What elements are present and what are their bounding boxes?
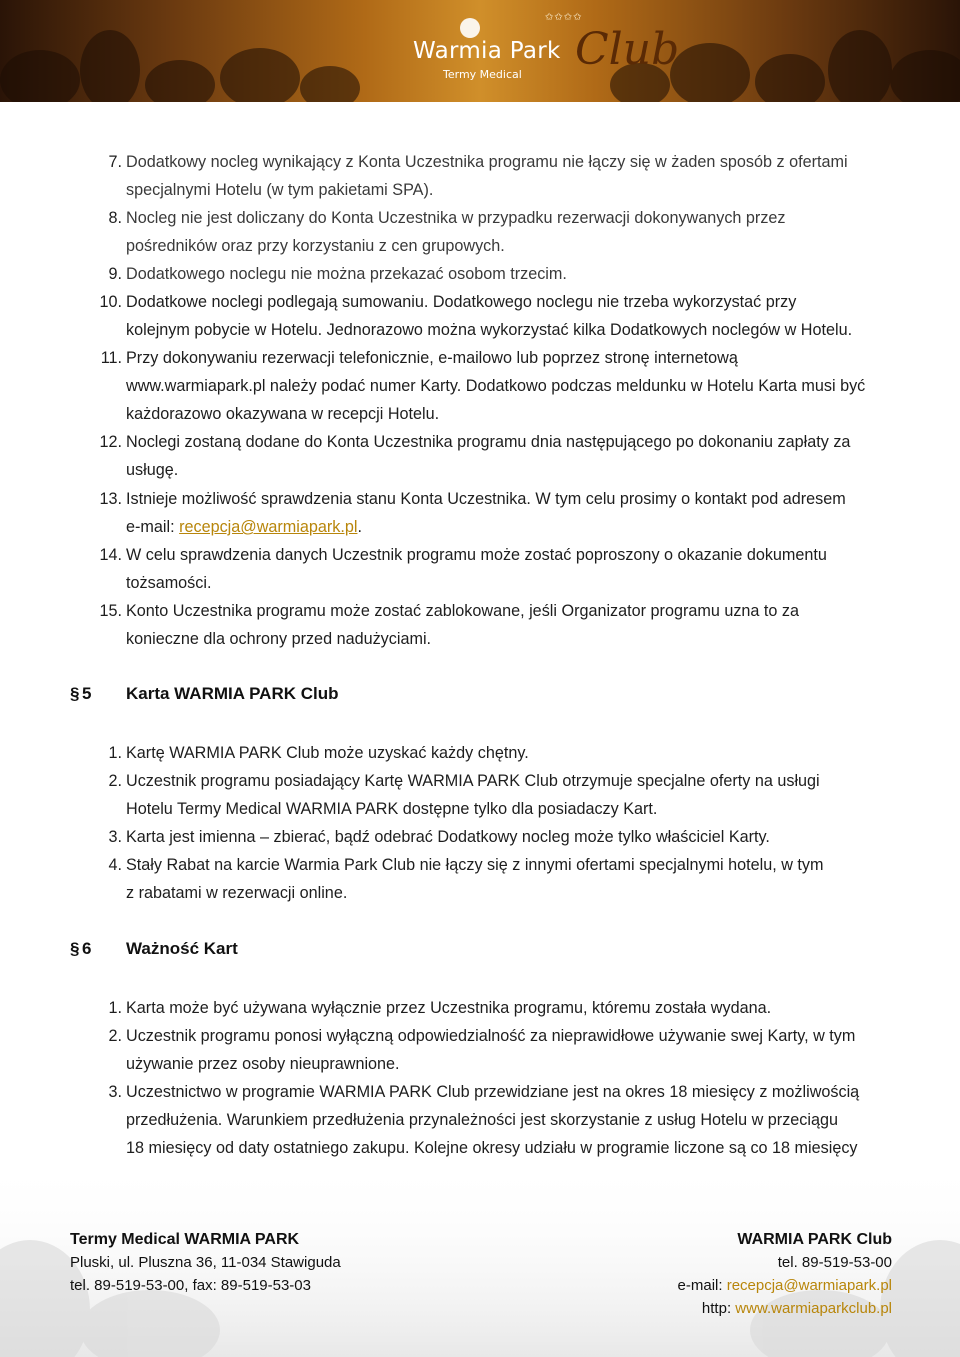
brand-logo: [405, 8, 680, 96]
item-line: Karta jest imienna – zbierać, bądź odebrać Dodatkowy nocleg może tylko właściciel Karty.: [126, 828, 770, 846]
item-number: 8.: [108, 209, 122, 227]
item-line: 18 miesięcy od daty ostatniego zakupu. Kolejne okresy udziału w programie liczone są co 18 miesięcy: [126, 1139, 858, 1157]
section-number: 5: [82, 684, 92, 703]
item-number: 10.: [99, 293, 122, 311]
item-line: konieczne dla ochrony przed nadużyciami.: [126, 630, 432, 648]
logo-club: Club: [575, 24, 680, 75]
item-number: 14.: [99, 546, 122, 564]
footer-email-label: e-mail:: [677, 1277, 727, 1294]
footer-club-name: WARMIA PARK Club: [737, 1231, 892, 1248]
section-symbol: §: [70, 939, 80, 958]
item-number: 7.: [108, 153, 122, 171]
item-line: Uczestnik programu ponosi wyłączną odpowiedzialność za nieprawidłowe używanie swej Karty, w tym: [126, 1027, 856, 1045]
footer-club-phone: tel. 89-519-53-00: [777, 1254, 892, 1271]
item-line: Noclegi zostaną dodane do Konta Uczestnika programu dnia następującego po dokonaniu zapłaty za: [126, 433, 851, 451]
item-line: W celu sprawdzenia danych Uczestnik programu może zostać poproszony o okazanie dokumentu: [126, 546, 827, 564]
item-line: każdorazowo okazywana w recepcji Hotelu.: [126, 405, 440, 423]
item-number: 13.: [99, 490, 122, 508]
item-line: Dodatkowy nocleg wynikający z Konta Uczestnika programu nie łączy się w żaden sposób z ofertami: [126, 153, 848, 171]
item-line: kolejnym pobycie w Hotelu. Jednorazowo można wykorzystać kilka Dodatkowych noclegów w Hotelu.: [126, 321, 853, 339]
item-number: 9.: [108, 265, 122, 283]
item-number: 15.: [99, 602, 122, 620]
section-title: Ważność Kart: [126, 939, 238, 958]
item-number: 3.: [108, 828, 122, 846]
item-number: 12.: [99, 433, 122, 451]
item-number: 2.: [108, 772, 122, 790]
item-line: www.warmiapark.pl należy podać numer Karty. Dodatkowo podczas meldunku w Hotelu Karta musi być: [126, 377, 866, 395]
footer-address: Pluski, ul. Pluszna 36, 11-034 Stawiguda: [70, 1254, 341, 1271]
item-line: tożsamości.: [126, 574, 212, 592]
item-line: usługę.: [126, 461, 179, 479]
item-line: Hotelu Termy Medical WARMIA PARK dostępne tylko dla posiadaczy Kart.: [126, 800, 658, 818]
item-line: Nocleg nie jest doliczany do Konta Uczestnika w przypadku rezerwacji dokonywanych przez: [126, 209, 786, 227]
item-line: Przy dokonywaniu rezerwacji telefonicznie, e-mailowo lub poprzez stronę internetową: [126, 349, 738, 367]
item-line: [126, 513, 916, 541]
item-line: używanie przez osoby nieuprawnione.: [126, 1055, 400, 1073]
item-line: Karta może być używana wyłącznie przez Uczestnika programu, któremu została wydana.: [126, 999, 772, 1017]
footer-hotel-name: Termy Medical WARMIA PARK: [70, 1231, 300, 1248]
item-line: Dodatkowego noclegu nie można przekazać osobom trzecim.: [126, 265, 567, 283]
footer-email-line: [678, 1274, 892, 1297]
item-number: 1.: [108, 744, 122, 762]
item-line: Stały Rabat na karcie Warmia Park Club nie łączy się z innymi ofertami specjalnymi hotelu, w tym: [126, 856, 824, 874]
logo-subtitle: Termy Medical: [443, 68, 522, 81]
item-line: Istnieje możliwość sprawdzenia stanu Konta Uczestnika. W tym celu prosimy o kontakt pod adresem: [126, 490, 846, 508]
footer-email-link[interactable]: recepcja@warmiapark.pl: [726, 1277, 892, 1294]
item-number: 4.: [108, 856, 122, 874]
footer-hotel-contact: [70, 1228, 341, 1297]
footer-http-label: http:: [701, 1300, 736, 1317]
item-line: z rabatami w rezerwacji online.: [126, 884, 348, 902]
item-line: Uczestnik programu posiadający Kartę WARMIA PARK Club otrzymuje specjalne oferty na usługi: [126, 772, 820, 790]
header-banner: [0, 0, 960, 102]
email-suffix: .: [357, 518, 362, 536]
section-title: Karta WARMIA PARK Club: [126, 684, 339, 703]
email-link[interactable]: recepcja@warmiapark.pl: [179, 518, 358, 536]
footer-phones: tel. 89-519-53-00, fax: 89-519-53-03: [70, 1277, 311, 1294]
item-line: Konto Uczestnika programu może zostać zablokowane, jeśli Organizator programu uzna to za: [126, 602, 800, 620]
item-line: specjalnymi Hotelu (w tym pakietami SPA).: [126, 181, 434, 199]
item-line: Kartę WARMIA PARK Club może uzyskać każdy chętny.: [126, 744, 529, 762]
footer-website-link[interactable]: www.warmiaparkclub.pl: [735, 1300, 892, 1317]
item-number: 3.: [108, 1083, 122, 1101]
footer-club-contact: [678, 1228, 892, 1320]
logo-stars: ✩✩✩✩: [545, 12, 583, 23]
item-number: 11.: [100, 349, 122, 367]
item-number: 2.: [108, 1027, 122, 1045]
footer-url-line: [678, 1297, 892, 1320]
logo-name: Warmia Park: [413, 38, 561, 64]
item-line: Dodatkowe noclegi podlegają sumowaniu. Dodatkowego noclegu nie trzeba wykorzystać przy: [126, 293, 797, 311]
item-line: Uczestnictwo w programie WARMIA PARK Club przewidziane jest na okres 18 miesięcy z możliwością: [126, 1083, 860, 1101]
section-symbol: §: [70, 684, 80, 703]
item-line: pośredników oraz przy korzystaniu z cen grupowych.: [126, 237, 505, 255]
item-number: 1.: [108, 999, 122, 1017]
item-line: przedłużenia. Warunkiem przedłużenia przynależności jest skorzystanie z usług Hotelu w przeciągu: [126, 1111, 838, 1129]
email-label: e-mail:: [126, 518, 180, 536]
section-number: 6: [82, 939, 92, 958]
